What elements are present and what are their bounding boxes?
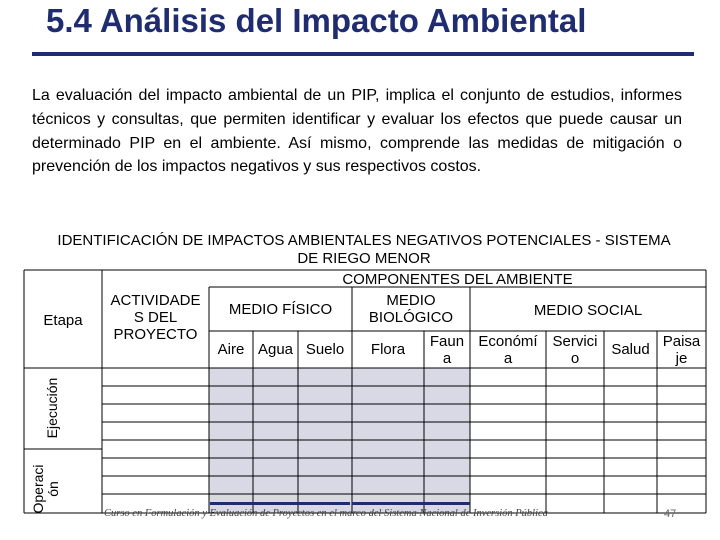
header-medio-fisico: MEDIO FÍSICO xyxy=(228,301,333,318)
stage-operacion xyxy=(31,459,63,519)
column-economia-line1: Económí xyxy=(478,333,538,350)
column-servicio xyxy=(546,333,604,367)
header-components: COMPONENTES DEL AMBIENTE xyxy=(342,271,573,288)
table-heading-line1: IDENTIFICACIÓN DE IMPACTOS AMBIENTALES NEGATIVOS POTENCIALES - SISTEMA xyxy=(57,232,671,249)
column-paisaje xyxy=(657,333,706,367)
stage-ejecucion: Ejecución xyxy=(44,377,60,439)
column-agua: Agua xyxy=(257,341,294,358)
column-fauna-line2: a xyxy=(442,350,452,367)
column-aire: Aire xyxy=(217,341,245,358)
column-servicio-line1: Servici xyxy=(552,333,598,350)
intro-paragraph: La evaluación del impacto ambiental de un PIP, implica el conjunto de estudios, informes técnicos y consultas, que permiten identificar y evaluar los efectos que puede causar un determinado PIP en el ambiente. Así mismo, comprende las medidas de mitigación o prevención de los impactos negativos y sus respectivos costos. xyxy=(32,87,682,176)
column-paisaje-line2: je xyxy=(675,350,688,367)
header-medio-social: MEDIO SOCIAL xyxy=(533,302,643,319)
column-economia-line2: a xyxy=(503,350,513,367)
header-actividades-line3: PROYECTO xyxy=(113,326,198,343)
column-paisaje-line1: Paisa xyxy=(662,333,701,350)
column-flora: Flora xyxy=(370,341,406,358)
header-etapa: Etapa xyxy=(43,312,83,329)
header-actividades-line1: ACTIVIDADE xyxy=(110,292,201,309)
header-medio-biologico-line2: BIOLÓGICO xyxy=(368,309,454,326)
page-title: 5.4 Análisis del Impacto Ambiental xyxy=(46,2,587,39)
footer-caption: Curso en Formulación y Evaluación de Proyectos en el marco del Sistema Nacional de Inversión Pública xyxy=(104,508,548,519)
column-salud: Salud xyxy=(611,341,650,358)
header-actividades-line2: S DEL xyxy=(133,309,178,326)
header-actividades xyxy=(102,292,209,343)
table-heading-line2: DE RIEGO MENOR xyxy=(297,250,431,267)
footer-rule-right xyxy=(352,502,470,505)
column-servicio-line2: o xyxy=(570,350,580,367)
stage-operacion-line1: Operaci xyxy=(30,464,46,514)
page-number: 47 xyxy=(664,508,677,520)
footer-rule-left xyxy=(210,502,350,505)
column-fauna xyxy=(424,333,470,367)
column-suelo: Suelo xyxy=(305,341,345,358)
header-medio-biologico-line1: MEDIO xyxy=(386,292,436,309)
column-economia xyxy=(470,333,546,367)
stage-operacion-line2: ón xyxy=(45,481,61,497)
header-medio-biologico xyxy=(352,292,470,326)
column-fauna-line1: Faun xyxy=(429,333,465,350)
